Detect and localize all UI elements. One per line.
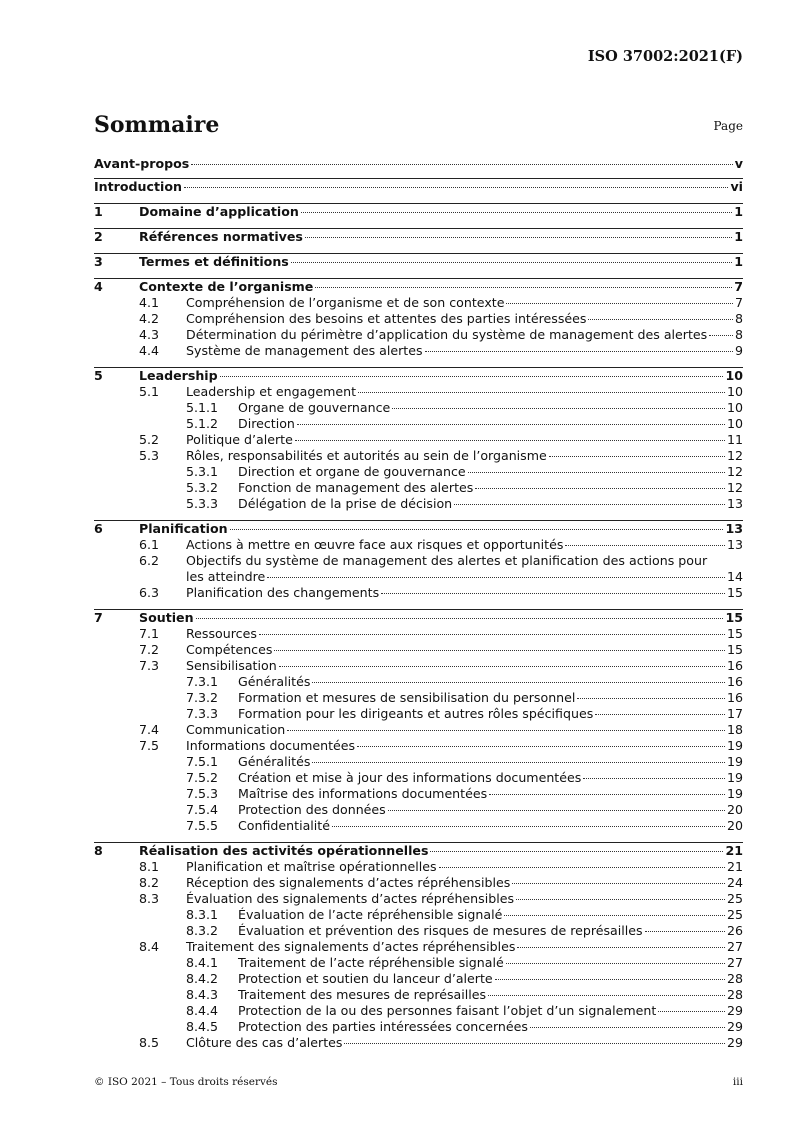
- dot-leader: [709, 335, 733, 336]
- dot-leader: [530, 1027, 725, 1028]
- dot-leader: [301, 212, 732, 213]
- toc-entry[interactable]: [94, 343, 743, 359]
- toc-entry-number: 8.2: [139, 875, 160, 890]
- toc-entry-number: 4.2: [139, 311, 160, 326]
- toc-entry-number: 8.4: [139, 939, 160, 954]
- toc-entry[interactable]: [94, 569, 743, 585]
- toc-entry-page: 13: [725, 521, 743, 536]
- dot-leader: [381, 593, 725, 594]
- toc-entry[interactable]: [94, 253, 743, 270]
- dot-leader: [583, 778, 725, 779]
- toc-entry[interactable]: [94, 907, 743, 923]
- dot-leader: [388, 810, 725, 811]
- dot-leader: [312, 682, 725, 683]
- toc-entry[interactable]: [94, 384, 743, 400]
- toc-entry[interactable]: [94, 416, 743, 432]
- toc-entry-page: 25: [726, 891, 743, 906]
- toc-entry-page: 7: [734, 279, 743, 294]
- toc-entry-page: 16: [726, 658, 743, 673]
- toc-entry-page: 21: [725, 843, 743, 858]
- dot-leader: [512, 883, 725, 884]
- toc-entry-page: 8: [734, 311, 743, 326]
- toc-entry-page: 15: [726, 626, 743, 641]
- toc-entry-page: 7: [734, 295, 743, 310]
- toc-entry-page: 28: [726, 987, 743, 1002]
- toc-entry-page: 21: [726, 859, 743, 874]
- toc-entry-number: 7.5: [139, 738, 160, 753]
- dot-leader: [588, 319, 733, 320]
- dot-leader: [287, 730, 725, 731]
- dot-leader: [468, 472, 725, 473]
- toc-entry-number: 7.5.2: [186, 770, 219, 785]
- dot-leader: [504, 915, 725, 916]
- toc-entry-page: 29: [726, 1019, 743, 1034]
- toc-entry[interactable]: [94, 609, 743, 626]
- dot-leader: [312, 762, 725, 763]
- dot-leader: [315, 287, 732, 288]
- toc-entry[interactable]: [94, 367, 743, 384]
- toc-entry[interactable]: [94, 203, 743, 220]
- dot-leader: [658, 1011, 725, 1012]
- toc-entry[interactable]: [94, 278, 743, 295]
- toc-entry-title: Direction: [238, 416, 295, 431]
- toc-entry[interactable]: [94, 642, 743, 658]
- dot-leader: [392, 408, 725, 409]
- toc-entry-number: 8.4.3: [186, 987, 219, 1002]
- toc-entry[interactable]: [94, 311, 743, 327]
- toc-entry-title: Avant-propos: [94, 156, 190, 171]
- toc-entry-number: 5.1: [139, 384, 160, 399]
- toc-entry-page: 29: [726, 1003, 743, 1018]
- dot-leader: [259, 634, 725, 635]
- dot-leader: [577, 698, 725, 699]
- toc-entry-page: 17: [726, 706, 743, 721]
- dot-leader: [267, 577, 725, 578]
- toc-entry[interactable]: [94, 842, 743, 859]
- toc-entry[interactable]: [94, 178, 743, 195]
- toc-entry[interactable]: [94, 585, 743, 601]
- toc-entry-number: 8.4.4: [186, 1003, 219, 1018]
- toc-entry-title: Actions à mettre en œuvre face aux risques et opportunités: [186, 537, 564, 552]
- toc-entry-number: 7.5.1: [186, 754, 219, 769]
- toc-entry-page: 28: [726, 971, 743, 986]
- document-id: ISO 37002:2021(F): [587, 48, 743, 65]
- toc-entry-title: Références normatives: [139, 229, 303, 244]
- dot-leader: [357, 746, 725, 747]
- dot-leader: [454, 504, 725, 505]
- toc-entry-title: Contexte de l’organisme: [139, 279, 314, 294]
- toc-entry[interactable]: [94, 923, 743, 939]
- toc-entry-title: Protection et soutien du lanceur d’alerte: [238, 971, 493, 986]
- toc-entry-page: 16: [726, 690, 743, 705]
- toc-entry-title: Protection des données: [238, 802, 386, 817]
- toc-entry-title: Organe de gouvernance: [238, 400, 391, 415]
- toc-entry-title: Protection de la ou des personnes faisant l’objet d’un signalement: [238, 1003, 657, 1018]
- dot-leader: [517, 947, 725, 948]
- toc-entry-title: Communication: [186, 722, 286, 737]
- toc-entry-title: Système de management des alertes: [186, 343, 423, 358]
- toc-entry-title: les atteindre: [186, 569, 266, 584]
- dot-leader: [297, 424, 725, 425]
- toc-entry-page: 15: [725, 610, 743, 625]
- toc-entry-title: Fonction de management des alertes: [238, 480, 474, 495]
- toc-entry-title: Traitement des signalements d’actes répréhensibles: [186, 939, 516, 954]
- toc-entry[interactable]: [94, 156, 743, 172]
- toc-entry-page: 19: [726, 770, 743, 785]
- toc-entry[interactable]: [94, 626, 743, 642]
- dot-leader: [279, 666, 725, 667]
- dot-leader: [488, 995, 725, 996]
- toc-entry-title: Direction et organe de gouvernance: [238, 464, 466, 479]
- toc-entry-title: Leadership et engagement: [186, 384, 357, 399]
- toc-entry-title: Politique d’alerte: [186, 432, 293, 447]
- dot-leader: [506, 963, 725, 964]
- toc-entry-number: 5: [94, 368, 103, 383]
- toc-entry[interactable]: [94, 537, 743, 553]
- dot-leader: [295, 440, 725, 441]
- toc-entry-number: 7.3.1: [186, 674, 219, 689]
- toc-entry-title: Formation et mesures de sensibilisation du personnel: [238, 690, 576, 705]
- toc-entry-page: 20: [726, 802, 743, 817]
- toc-entry-title: Compréhension des besoins et attentes des parties intéressées: [186, 311, 587, 326]
- toc-entry[interactable]: [94, 706, 743, 722]
- dot-leader: [274, 650, 725, 651]
- dot-leader: [645, 931, 725, 932]
- dot-leader: [489, 794, 725, 795]
- toc-entry-title: Réception des signalements d’actes répréhensibles: [186, 875, 511, 890]
- toc-entry-title: Compétences: [186, 642, 273, 657]
- toc-entry-page: 16: [726, 674, 743, 689]
- dot-leader: [344, 1043, 725, 1044]
- toc-entry[interactable]: [94, 786, 743, 802]
- toc-entry-number: 7.5.4: [186, 802, 219, 817]
- toc-entry-page: 12: [726, 480, 743, 495]
- toc-entry-title: Traitement des mesures de représailles: [238, 987, 487, 1002]
- dot-leader: [220, 376, 724, 377]
- toc-entry-page: 24: [726, 875, 743, 890]
- dot-leader: [516, 899, 725, 900]
- toc-entry-number: 8.5: [139, 1035, 160, 1050]
- toc-entry-page: 14: [726, 569, 743, 584]
- dot-leader: [565, 545, 725, 546]
- toc-entry-title: Traitement de l’acte répréhensible signalé: [238, 955, 504, 970]
- toc-entry-page: 9: [734, 343, 743, 358]
- toc-entry-number: 8.3.1: [186, 907, 219, 922]
- toc-entry-page: 1: [734, 204, 743, 219]
- toc-entry-number: 3: [94, 254, 103, 269]
- toc-entry-number: 7.4: [139, 722, 160, 737]
- toc-entry[interactable]: [94, 818, 743, 834]
- toc-entry-number: 5.3.3: [186, 496, 219, 511]
- toc-entry-page: 27: [726, 939, 743, 954]
- toc-entry-page: 8: [734, 327, 743, 342]
- toc-entry-title: Confidentialité: [238, 818, 330, 833]
- toc-entry-page: 12: [726, 464, 743, 479]
- toc-entry-title: Généralités: [238, 754, 311, 769]
- toc-entry[interactable]: [94, 955, 743, 971]
- toc-entry-number: 7.5.5: [186, 818, 219, 833]
- toc-entry-title: Ressources: [186, 626, 257, 641]
- toc-entry-number: 7.2: [139, 642, 160, 657]
- toc-entry[interactable]: [94, 722, 743, 738]
- toc-entry-title: Informations documentées: [186, 738, 356, 753]
- toc-entry[interactable]: [94, 802, 743, 818]
- toc-entry-title: Création et mise à jour des informations documentées: [238, 770, 582, 785]
- toc-entry[interactable]: [94, 939, 743, 955]
- toc-entry[interactable]: [94, 738, 743, 754]
- toc-entry-title: Domaine d’application: [139, 204, 299, 219]
- page-column-label: Page: [713, 119, 743, 133]
- toc-entry[interactable]: [94, 658, 743, 674]
- toc-entry[interactable]: [94, 987, 743, 1003]
- toc-entry-title: Délégation de la prise de décision: [238, 496, 453, 511]
- dot-leader: [230, 529, 724, 530]
- dot-leader: [291, 262, 732, 263]
- toc-entry-page: 1: [734, 229, 743, 244]
- toc-entry[interactable]: [94, 971, 743, 987]
- dot-leader: [549, 456, 725, 457]
- toc-entry[interactable]: [94, 496, 743, 512]
- toc-entry-title: Planification: [139, 521, 228, 536]
- toc-entry[interactable]: [94, 400, 743, 416]
- toc-entry-page: 19: [726, 754, 743, 769]
- toc-entry-number: 8.4.1: [186, 955, 219, 970]
- toc-entry-page: 15: [726, 642, 743, 657]
- toc-entry[interactable]: [94, 891, 743, 907]
- toc-entry-number: 8.3: [139, 891, 160, 906]
- toc-entry-page: 11: [726, 432, 743, 447]
- toc-heading: Sommaire: [94, 112, 220, 138]
- toc-entry-title: Clôture des cas d’alertes: [186, 1035, 343, 1050]
- toc-entry-title: Détermination du périmètre d’application du système de management des alertes: [186, 327, 708, 342]
- toc-entry-page: 10: [726, 400, 743, 415]
- toc-entry-page: 12: [726, 448, 743, 463]
- toc-entry-number: 7.1: [139, 626, 160, 641]
- toc-entry-page: 19: [726, 738, 743, 753]
- toc-entry-title: Sensibilisation: [186, 658, 277, 673]
- table-of-contents: [94, 156, 743, 1051]
- toc-entry-title: Généralités: [238, 674, 311, 689]
- dot-leader: [305, 237, 732, 238]
- toc-entry-page: 1: [734, 254, 743, 269]
- toc-entry-page: 10: [725, 368, 743, 383]
- toc-entry[interactable]: [94, 295, 743, 311]
- toc-entry-number: 6.1: [139, 537, 160, 552]
- toc-entry-number: 7.3.3: [186, 706, 219, 721]
- toc-entry-title: Objectifs du système de management des alertes et planification des actions pour: [186, 553, 708, 568]
- toc-entry-page: 20: [726, 818, 743, 833]
- toc-entry-number: 8: [94, 843, 103, 858]
- dot-leader: [439, 867, 725, 868]
- toc-entry[interactable]: [94, 448, 743, 464]
- toc-entry[interactable]: [94, 480, 743, 496]
- toc-entry-title: Planification et maîtrise opérationnelles: [186, 859, 437, 874]
- toc-entry-number: 8.4.2: [186, 971, 219, 986]
- toc-entry-page: 27: [726, 955, 743, 970]
- dot-leader: [191, 164, 733, 165]
- toc-entry-page: 26: [726, 923, 743, 938]
- toc-entry-number: 4.4: [139, 343, 160, 358]
- toc-entry-page: 13: [726, 496, 743, 511]
- toc-entry-number: 6.3: [139, 585, 160, 600]
- toc-entry-title: Termes et définitions: [139, 254, 289, 269]
- toc-entry-number: 5.3.2: [186, 480, 219, 495]
- toc-entry-title: Compréhension de l’organisme et de son contexte: [186, 295, 505, 310]
- toc-entry[interactable]: [94, 1003, 743, 1019]
- toc-entry[interactable]: [94, 520, 743, 537]
- dot-leader: [506, 303, 733, 304]
- toc-entry-number: 5.3: [139, 448, 160, 463]
- toc-entry[interactable]: [94, 875, 743, 891]
- toc-entry-title: Leadership: [139, 368, 218, 383]
- toc-entry-title: Introduction: [94, 179, 182, 194]
- toc-entry-number: 8.4.5: [186, 1019, 219, 1034]
- toc-entry-title: Évaluation de l’acte répréhensible signalé: [238, 907, 503, 922]
- toc-entry-number: 5.1.2: [186, 416, 219, 431]
- toc-entry[interactable]: [94, 674, 743, 690]
- toc-entry-page: 18: [726, 722, 743, 737]
- toc-entry-number: 8.1: [139, 859, 160, 874]
- toc-entry-title: Évaluation des signalements d’actes répréhensibles: [186, 891, 515, 906]
- footer-page-number: iii: [732, 1076, 743, 1088]
- toc-entry-number: 5.3.1: [186, 464, 219, 479]
- toc-entry[interactable]: [94, 432, 743, 448]
- toc-entry-number: 7: [94, 610, 103, 625]
- toc-entry-number: 4: [94, 279, 103, 294]
- toc-entry[interactable]: [94, 464, 743, 480]
- toc-entry-page: 13: [726, 537, 743, 552]
- toc-entry-title: Rôles, responsabilités et autorités au sein de l’organisme: [186, 448, 547, 463]
- toc-entry-page: vi: [730, 179, 743, 194]
- toc-entry[interactable]: [94, 553, 743, 569]
- toc-entry[interactable]: [94, 770, 743, 786]
- toc-entry-number: 7.3.2: [186, 690, 219, 705]
- toc-entry-number: 6: [94, 521, 103, 536]
- toc-entry[interactable]: [94, 1035, 743, 1051]
- toc-entry-title: Planification des changements: [186, 585, 380, 600]
- toc-entry[interactable]: [94, 690, 743, 706]
- dot-leader: [430, 851, 723, 852]
- toc-entry-page: 10: [726, 416, 743, 431]
- toc-entry-number: 4.1: [139, 295, 160, 310]
- dot-leader: [425, 351, 733, 352]
- dot-leader: [184, 187, 729, 188]
- toc-entry-page: 25: [726, 907, 743, 922]
- toc-entry-number: 6.2: [139, 553, 160, 568]
- dot-leader: [595, 714, 725, 715]
- toc-entry[interactable]: [94, 228, 743, 245]
- toc-entry-title: Formation pour les dirigeants et autres rôles spécifiques: [238, 706, 594, 721]
- toc-entry-number: 4.3: [139, 327, 160, 342]
- toc-entry-title: Évaluation et prévention des risques de mesures de représailles: [238, 923, 643, 938]
- dot-leader: [475, 488, 725, 489]
- toc-entry-page: 10: [726, 384, 743, 399]
- dot-leader: [196, 618, 724, 619]
- toc-entry-page: v: [734, 156, 743, 171]
- dot-leader: [358, 392, 725, 393]
- toc-entry-title: Protection des parties intéressées concernées: [238, 1019, 528, 1034]
- toc-entry-title: Soutien: [139, 610, 194, 625]
- toc-entry-number: 2: [94, 229, 103, 244]
- toc-entry-page: 29: [726, 1035, 743, 1050]
- dot-leader: [495, 979, 725, 980]
- toc-entry-number: 7.3: [139, 658, 160, 673]
- toc-entry-title: Réalisation des activités opérationnelles: [139, 843, 429, 858]
- toc-entry[interactable]: [94, 1019, 743, 1035]
- footer-copyright: © ISO 2021 – Tous droits réservés: [94, 1076, 278, 1088]
- toc-entry-number: 5.1.1: [186, 400, 219, 415]
- toc-entry-page: 19: [726, 786, 743, 801]
- dot-leader: [332, 826, 725, 827]
- toc-entry-number: 8.3.2: [186, 923, 219, 938]
- toc-entry[interactable]: [94, 754, 743, 770]
- toc-entry-number: 5.2: [139, 432, 160, 447]
- toc-entry-title: Maîtrise des informations documentées: [238, 786, 488, 801]
- toc-entry[interactable]: [94, 327, 743, 343]
- toc-entry-page: 15: [726, 585, 743, 600]
- toc-entry-number: 7.5.3: [186, 786, 219, 801]
- toc-entry[interactable]: [94, 859, 743, 875]
- toc-entry-number: 1: [94, 204, 103, 219]
